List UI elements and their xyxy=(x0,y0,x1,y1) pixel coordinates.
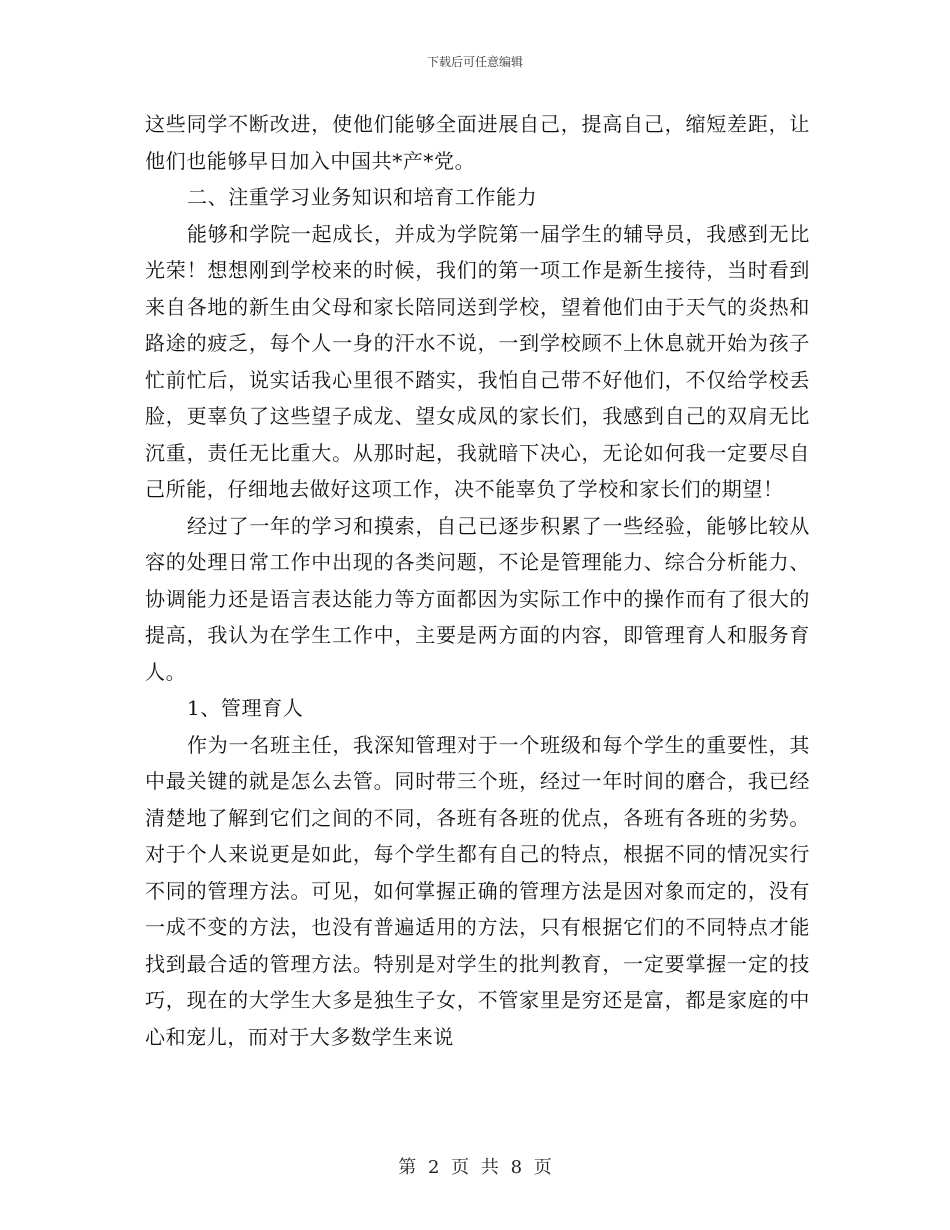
section-heading-2: 二、注重学习业务知识和培育工作能力 xyxy=(187,185,538,209)
page-footer: 第 2 页 共 8 页 xyxy=(398,1157,552,1178)
paragraph-new-student-reception: 能够和学院一起成长，并成为学院第一届学生的辅导员，我感到无比光荣！想想刚到学校来的时候，我们的第一项工作是新生接待，当时看到来自各地的新生由父母和家长陪同送到学校，望着他们由于天气的炎热和路途的疲乏，每个人一身的汗水不说，一到学校顾不上休息就开始为孩子忙前忙后，说实话我心里很不踏实，我怕自己带不好他们，不仅给学校丢脸，更辜负了这些望子成龙、望女成凤的家长们，我感到自己的双肩无比沉重，责任无比重大。从那时起，我就暗下决心，无论如何我一定要尽自己所能，仔细地去做好这项工作，决不能辜负了学校和家长们的期望！ xyxy=(145,221,810,501)
paragraph-class-teacher: 作为一名班主任，我深知管理对于一个班级和每个学生的重要性，其中最关键的就是怎么去管。同时带三个班，经过一年时间的磨合，我已经清楚地了解到它们之间的不同，各班有各班的优点，各班有各班的劣势。对于个人来说更是如此，每个学生都有自己的特点，根据不同的情况实行不同的管理方法。可见，如何掌握正确的管理方法是因对象而定的，没有一成不变的方法，也没有普遍适用的方法，只有根据它们的不同特点才能找到最合适的管理方法。特别是对学生的批判教育，一定要掌握一定的技巧，现在的大学生大多是独生子女，不管家里是穷还是富，都是家庭的中心和宠儿，而对于大多数学生来说 xyxy=(145,732,810,1049)
page-header: 下载后可任意编辑 xyxy=(426,55,523,69)
paragraph-continuation: 这些同学不断改进，使他们能够全面进展自己，提高自己，缩短差距，让他们也能够早日加入中国共*产*党。 xyxy=(145,112,810,173)
subsection-heading-management: 1、管理育人 xyxy=(187,696,304,720)
document-body xyxy=(145,106,810,1055)
paragraph-experience: 经过了一年的学习和摸索，自己已逐步积累了一些经验，能够比较从容的处理日常工作中出现的各类问题，不论是管理能力、综合分析能力、协调能力还是语言表达能力等方面都因为实际工作中的操作而有了很大的提高，我认为在学生工作中，主要是两方面的内容，即管理育人和服务育人。 xyxy=(145,513,810,684)
